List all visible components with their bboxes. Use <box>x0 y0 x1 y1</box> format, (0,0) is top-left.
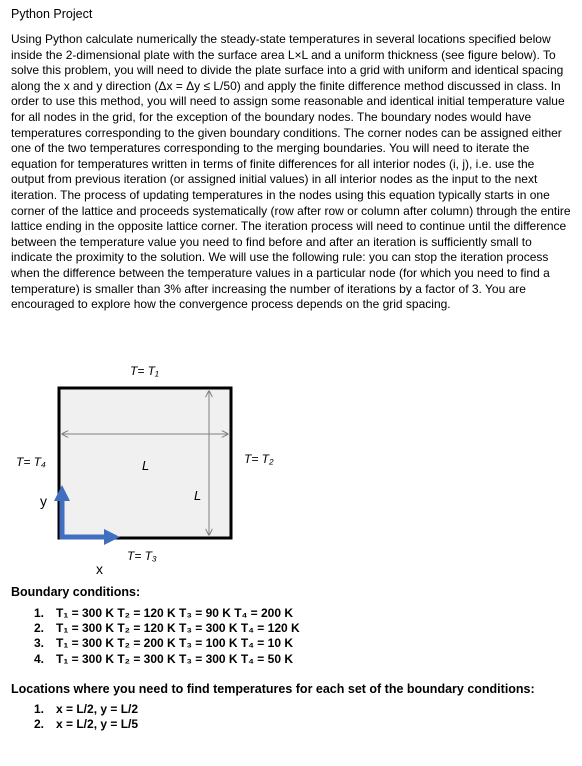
horizontal-length-label: L <box>142 458 150 473</box>
list-item <box>34 717 138 732</box>
list-item <box>34 702 138 717</box>
list-item <box>34 606 300 621</box>
list-text: T₁ = 300 K T₂ = 120 K T₃ = 90 K T₄ = 200 K <box>56 606 293 620</box>
list-text: T₁ = 300 K T₂ = 300 K T₃ = 300 K T₄ = 50 K <box>56 651 293 666</box>
list-text: x = L/2, y = L/2 <box>56 702 139 716</box>
list-number: 3. <box>34 636 45 651</box>
list-number: 4. <box>34 651 45 666</box>
list-item <box>34 652 300 667</box>
vertical-length-label: L <box>194 488 202 503</box>
list-item <box>34 621 300 636</box>
top-boundary-label: T= T₁ <box>130 364 159 378</box>
boundary-conditions-heading: Boundary conditions: <box>11 585 141 599</box>
left-boundary-label: T= T₄ <box>16 455 46 469</box>
page-title: Python Project <box>11 7 93 21</box>
list-number: 1. <box>34 606 45 620</box>
list-text: T₁ = 300 K T₂ = 200 K T₃ = 100 K T₄ = 10 K <box>56 636 293 651</box>
plate-diagram <box>0 355 582 585</box>
plate-figure <box>0 355 582 585</box>
list-text: x = L/2, y = L/5 <box>56 717 139 732</box>
right-boundary-label: T= T₂ <box>244 452 274 466</box>
list-number: 1. <box>34 702 45 716</box>
locations-heading: Locations where you need to find temperatures for each set of the boundary conditions: <box>11 682 535 696</box>
locations-list <box>34 702 138 732</box>
boundary-conditions-list <box>34 606 300 667</box>
list-item <box>34 636 300 651</box>
y-axis-label: y <box>40 493 47 509</box>
list-text: T₁ = 300 K T₂ = 120 K T₃ = 300 K T₄ = 120 K <box>56 621 300 636</box>
bottom-boundary-label: T= T₃ <box>127 549 157 563</box>
list-number: 2. <box>34 621 45 636</box>
x-axis-label: x <box>96 561 103 577</box>
list-number: 2. <box>34 717 45 732</box>
project-description: Using Python calculate numerically the steady-state temperatures in several locations specified below inside the 2-dimensional plate with the surface area L×L and a uniform thickness (see figure below). To solve this problem, you will need to divide the plate surface into a grid with uniform and identical spacing along the x and y direction (Δx = Δy ≤ L/50) and apply the finite difference method discussed in class. In order to use this method, you will need to assign some reasonable and identical initial temperature value for all nodes in the grid, for the exception of the boundary nodes. The boundary nodes would have temperatures corresponding to the given boundary conditions. The corner nodes can be assigned either one of the two temperatures corresponding to the merging boundaries. You will need to iterate the equation for temperatures written in terms of finite differences for all interior nodes (i, j), i.e. use the output from previous iteration (or assigned initial values) in all interior nodes as the input to the next iteration. The process of updating temperatures in the nodes using this equation typically starts in one corner of the lattice and proceeds systematically (row after row or column after column) through the entire lattice ending in the opposite lattice corner. The iteration process will need to continue until the difference between the temperature value you need to find before and after an iteration is sufficiently small to indicate the proximity to the solution. We will use the following rule: you can stop the iteration process when the difference between the temperature values in a particular node (for which you need to find a temperature) is smaller than 3% after increasing the number of iterations by a factor of 3. You are encouraged to explore how the convergence process depends on the grid spacing. <box>11 32 571 312</box>
